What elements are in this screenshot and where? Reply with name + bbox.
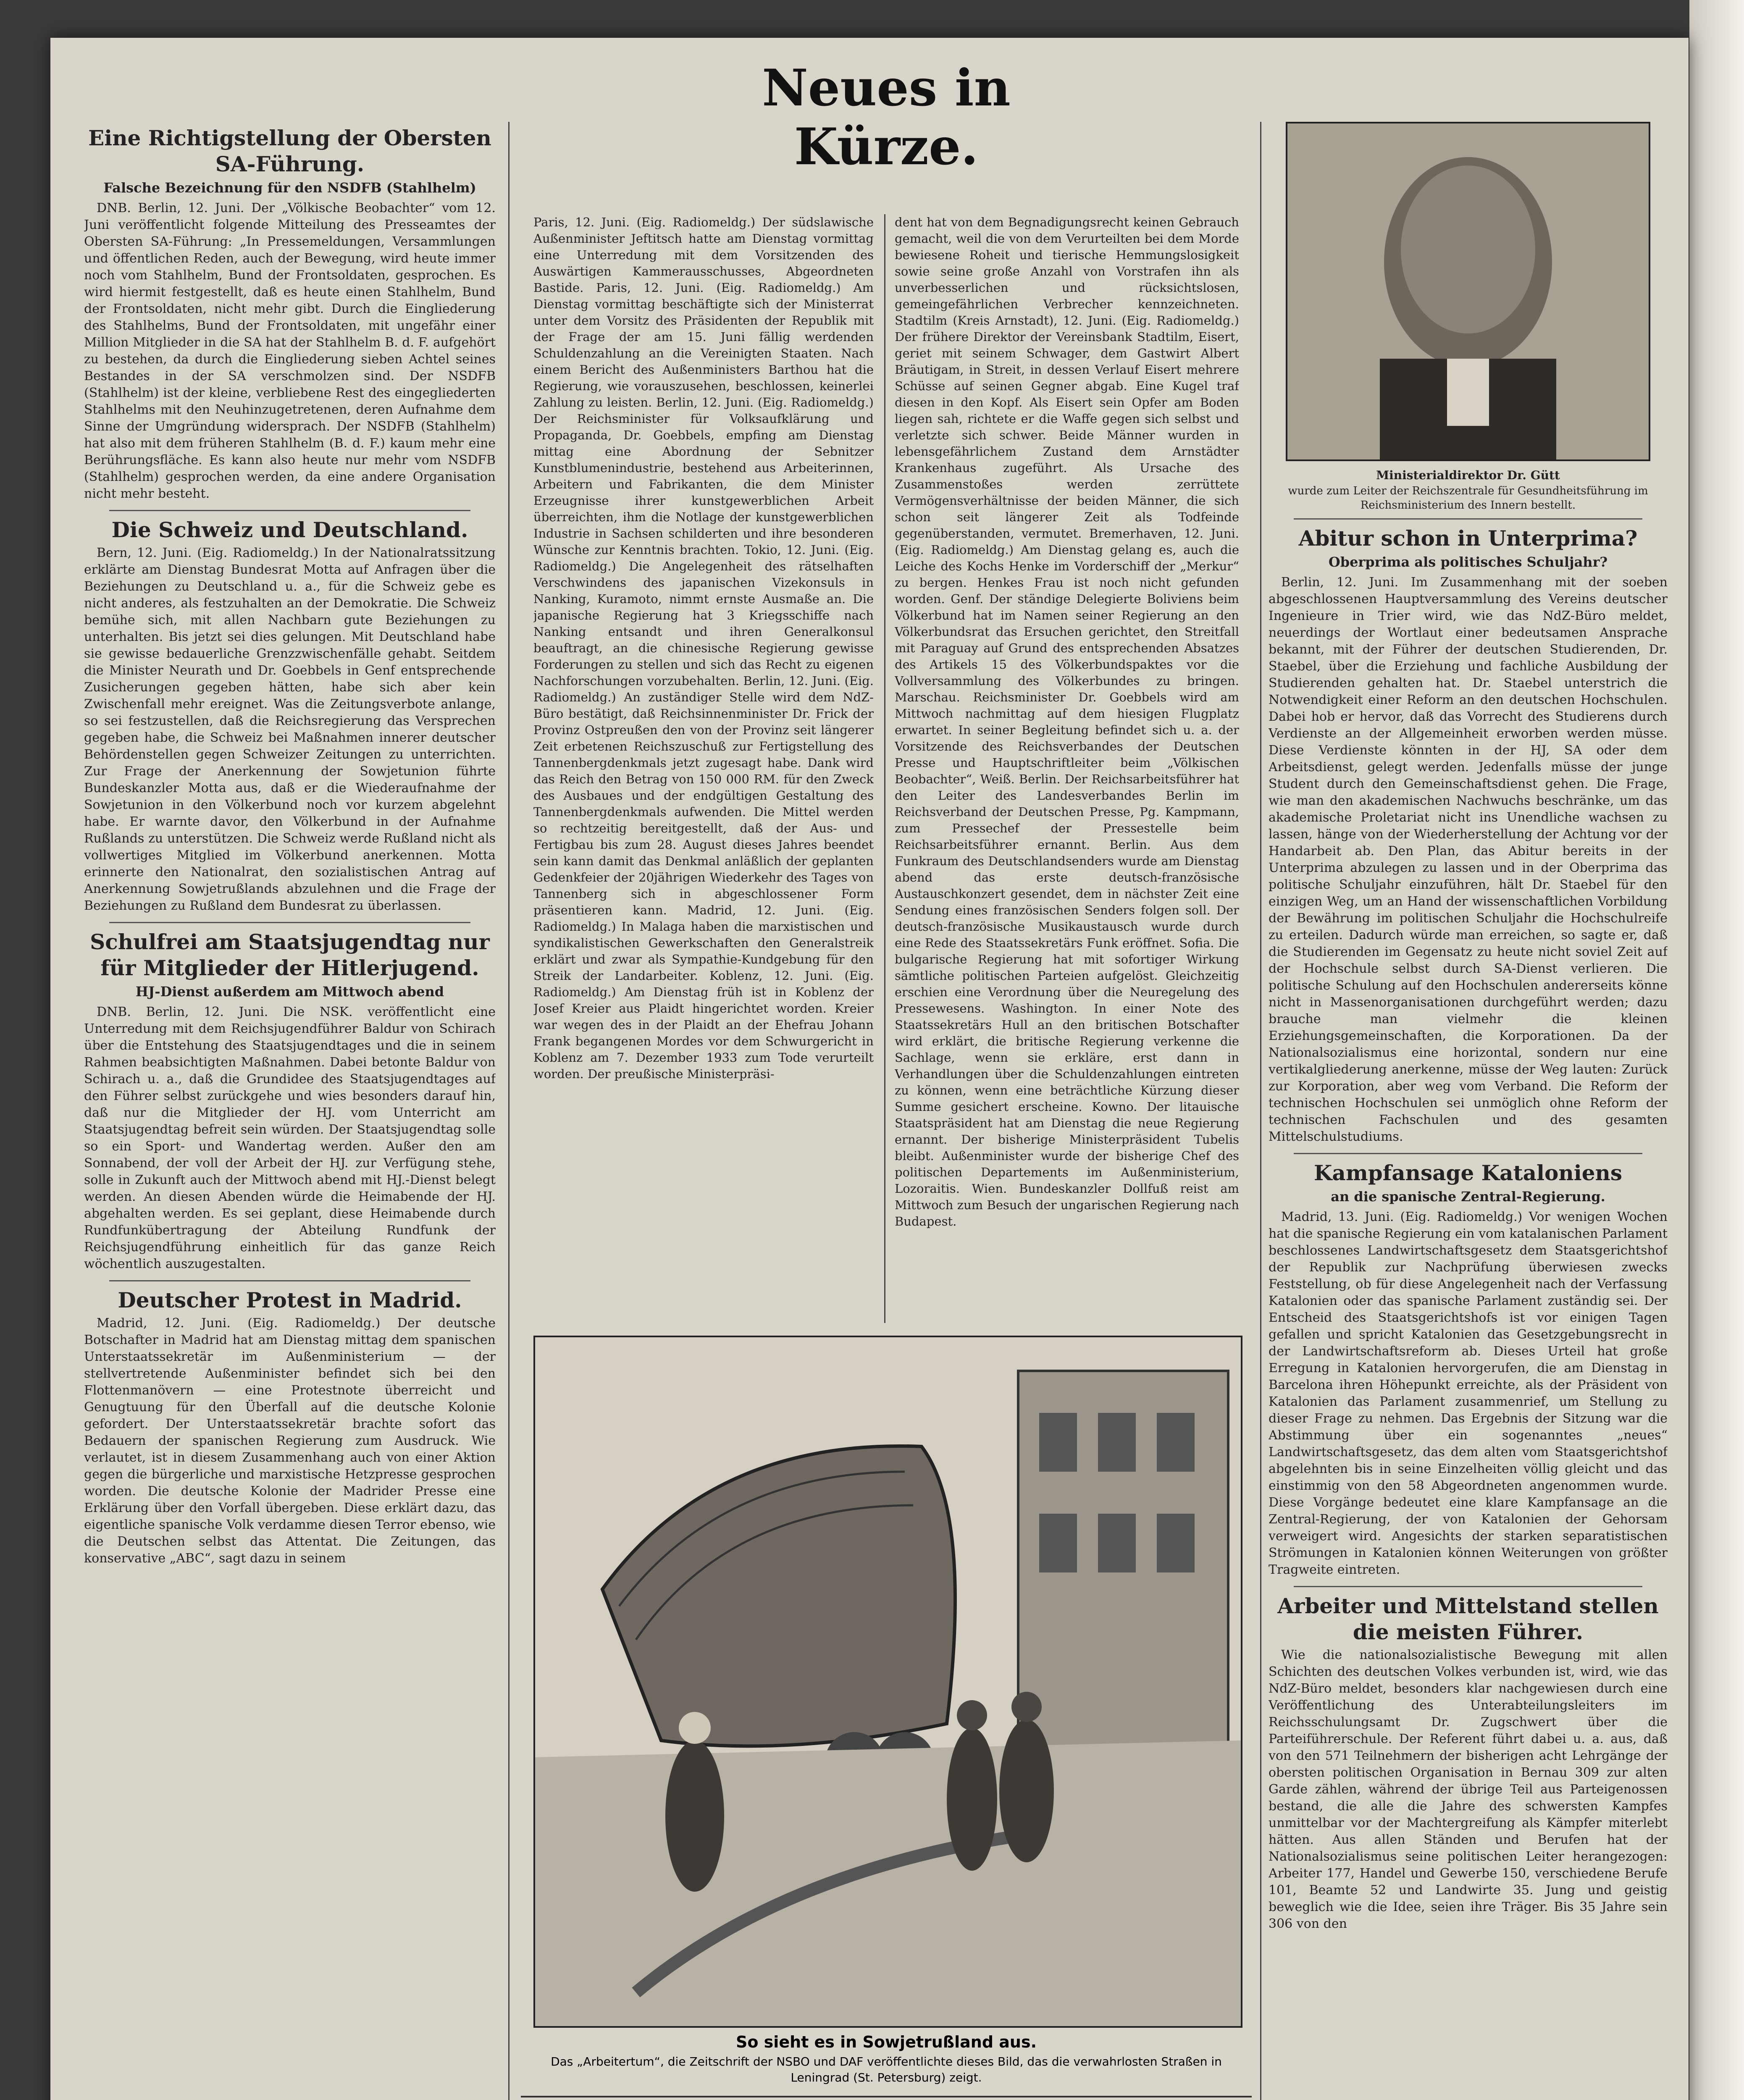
story-body: Bern, 12. Juni. (Eig. Radiomeldg.) In der Nationalratssitzung erklärte am Dienstag Bundesrat Motta auf Anfragen über die Beziehungen zu Deutschland u. a., für die Schweiz gebe es nicht anderes, als festzuhalten an der Demokratie. Die Schweiz bemühe sich, mit allen Nachbarn gute Beziehungen zu unterhalten. Bis jetzt sei dies gelungen. Mit Deutschland habe sie gewisse bedauerliche Grenzzwischenfälle gehabt. Seitdem die Minister Neurath und Dr. Goebbels in Genf entsprechende Zusicherungen gegeben hätten, habe sich aber kein Zwischenfall mehr ereignet. Was die Zeitungsverbote anlange, so sei festzustellen, daß die Reichsregierung das Versprechen gegeben habe, die Schweiz bei Maßnahmen innerer deutscher Behördenstellen gegen Schweizer Zeitungen zu unterrichten. Zur Frage der Anerkennung der Sowjetunion führte Bundeskanzler Motta aus, daß er die Wiederaufnahme der Sowjetunion in den Völkerbund noch vor kurzem abgelehnt habe. Er warnte davor, den Völkerbund in der Aufnahme Rußlands zu unterstützen. Die Schweiz werde Rußland nicht als vollwertiges Mitglied im Völkerbund anerkennen. Motta erinnerte den Nationalrat, den sozialistischen Antrag auf Anerkennung Sowjetrußlands abzulehnen und die Frage der Beziehungen zu Rußland dem Bundesrat zu überlassen. <box>84 546 496 913</box>
street-illustration <box>533 1336 1242 2028</box>
story-body: Madrid, 13. Juni. (Eig. Radiomeldg.) Vor wenigen Wochen hat die spanische Regierung ein vom katalanischen Parlament beschlossenes Landwirtschaftsgesetz dem Staatsgerichtshof der Republik zur Nachprüfung überwiesen zwecks Feststellung, ob für diese Angelegenheit nach der Verfassung Katalonien oder das spanische Parlament zuständig sei. Der Entscheid des Staatsgerichtshofs ist vor einigen Tagen gefallen und spricht Katalonien das Gesetzgebungsrecht in der Landwirtschaftsreform ab. Dieses Urteil hat große Erregung in Katalonien hervorgerufen, die am Dienstag in Barcelona ihren Höhepunkt erreichte, als der Präsident von Katalonien das Parlament zusammenrief, um Stellung zu dieser Frage zu nehmen. Das Ergebnis der Sitzung war die Abstimmung über ein sogenanntes „neues“ Landwirtschaftsgesetz, das dem alten vom Staatsgerichtshof abgelehnten bis in seine Einzelheiten völlig gleicht und das einstimmig von den 58 Abgeordneten angenommen wurde. Diese Vorgänge bedeutet eine klare Kampfansage an die Zentral-Regierung, der von Katalonien der Gehorsam verweigert wird. Angesichts der starken separatistischen Strömungen in Katalonien können Weiterungen von größter Tragweite eintreten. <box>1269 1210 1668 1577</box>
column-rule <box>508 122 510 2100</box>
portrait-drawing <box>1287 123 1649 459</box>
story-headline: Schulfrei am Staatsjugendtag nur für Mitglieder der Hitlerjugend. <box>90 929 490 980</box>
story-protest-madrid <box>84 1287 496 1567</box>
story-arbeiter <box>1269 1593 1668 1932</box>
story-body: Berlin, 12. Juni. Im Zusammenhang mit der soeben abgeschlossenen Hauptversammlung des Vereins deutscher Ingenieure in Trier wird, wie das NdZ-Büro meldet, neuerdings der Wortlaut einer bedeutsamen Ansprache bekannt, mit der Führer der deutschen Studierenden, Dr. Staebel, über die Erziehung und fachliche Ausbildung der Studierenden gehalten hat. Dr. Staebel unterstrich die Notwendigkeit einer Reform an den deutschen Hochschulen. Dabei hob er hervor, daß das Vorrecht des Studierens durch Verdienste an der Allgemeinheit erworben werden müsse. Diese Verdienste könnten in der HJ, SA oder dem Arbeitsdienst, gelegt werden. Jedenfalls müsse der junge Student durch den Gemeinschaftsdienst gehen. Die Frage, wie man den akademischen Nachwuchs beschränke, um das akademische Proletariat nicht ins Unendliche wachsen zu lassen, hänge von der Wiederherstellung der Achtung vor der Handarbeit ab. Den Plan, das Abitur bereits in der Unterprima abzulegen zu lassen und in der Oberprima das politische Schuljahr einzuführen, hält Dr. Staebel für den einzigen Weg, um an Hand der wissenschaftlichen Vorbildung der Bewährung im politischen Schuljahr die Hochschulreife zu erteilen. Dadurch würde man erreichen, so sagte er, daß die Studierenden im Gegensatz zu heute nicht soviel Zeit auf der Hochschule selbst durch SA-Dienst verlieren. Die politische Schulung auf den Hochschulen andererseits könne nicht in Massenorganisationen durchgeführt werden; dazu brauche man vielmehr die kleinen Erziehungsgemeinschaften, die Korporationen. Da der Nationalsozialismus eine horizontal, sondern nur eine vertikalgliederung anerkenne, müsse der Weg lauten: Zurück zur Korporation, aber weg vom Verband. Die Reform der technischen Hochschulen sei unmöglich ohne Reform der technischen Fachschulen und des gesamten Mittelschulstudiums. <box>1269 575 1668 1144</box>
column-right <box>1269 122 1668 2100</box>
section-banner: Neues in Kürze. <box>762 58 1011 176</box>
story-body: DNB. Berlin, 12. Juni. Der „Völkische Beobachter“ vom 12. Juni veröffentlicht folgende Mitteilung des Presseamtes der Obersten SA-Führung: „In Pressemeldungen, Versammlungen und öffentlichen Reden, auch der Bewegung, wird heute immer noch vom Stahlhelm, Bund der Frontsoldaten, gesprochen. Es wird hiermit festgestellt, daß es heute einen Stahlhelm, Bund der Frontsoldaten, nicht mehr gibt. Durch die Eingliederung des Stahlhelms, Bund der Frontsoldaten, mit ungefähr einer Million Mitglieder in die SA hat der Stahlhelm B. d. F. aufgehört zu bestehen, da durch die Eingliederung sieben Achtel seines Bestandes in der SA verschmolzen sind. Der NSDFB (Stahlhelm) ist der kleine, verbliebene Rest des eingegliederten Stahlhelms mit den Neuhinzugetretenen, deren Aufnahme dem Sinne der Umgründung widersprach. Der NSDFB (Stahlhelm) hat also mit dem früheren Stahlhelm (B. d. F.) kaum mehr eine Berührungsfläche. Es kann also heute nur mehr vom NSDFB (Stahlhelm) gesprochen werden, da eine andere Organisation nicht mehr besteht. <box>84 201 496 501</box>
newspaper-page <box>50 38 1689 2100</box>
photo-title: Ministerialdirektor Dr. Gütt <box>1376 468 1560 482</box>
illustration-title: So sieht es in Sowjetrußland aus. <box>735 2033 1037 2051</box>
photo-caption: wurde zum Leiter der Reichszentrale für Gesundheitsführung im Reichsministerium des Innern bestellt. <box>1288 485 1648 512</box>
story-katalonien <box>1269 1160 1668 1578</box>
divider <box>1294 518 1642 520</box>
kurz-left-column: Paris, 12. Juni. (Eig. Radiomeldg.) Der südslawische Außenminister Jeftitsch hatte am Dienstag vormittag eine Unterredung mit dem Vorsitzenden des Auswärtigen Kammerausschusses, Abgeordneten Bastide. Paris, 12. Juni. (Eig. Radiomeldg.) Am Dienstag vormittag beschäftigte sich der Ministerrat unter dem Vorsitz des Präsidenten der Republik mit der Frage der am 15. Juni fällig werdenden Schuldenzahlung an die Vereinigten Staaten. Nach einem Bericht des Außenministers Barthou hat die Regierung, wie vorauszusehen, beschlossen, keinerlei Zahlung zu leisten. Berlin, 12. Juni. (Eig. Radiomeldg.) Der Reichsminister für Volksaufklärung und Propaganda, Dr. Goebbels, empfing am Dienstag mittag eine Abordnung der Sebnitzer Kunstblumenindustrie, bestehend aus Arbeiterinnen, Arbeitern und Fabrikanten, die dem Minister Erzeugnisse ihrer kunstgewerblichen Arbeit überreichten, ihm die Notlage der kunstgewerblichen Industrie in Sachsen schilderten und ihre besonderen Wünsche zur Kenntnis brachten. Tokio, 12. Juni. (Eig. Radiomeldg.) Die Angelegenheit des rätselhaften Verschwindens des japanischen Vizekonsuls in Nanking, Kuramoto, nimmt ernste Ausmaße an. Die japanische Regierung hat 3 Kriegsschiffe nach Nanking entsandt und ihren Generalkonsul beauftragt, an die chinesische Regierung gewisse Forderungen zu stellen und sich das Recht zu eigenen Nachforschungen vorzubehalten. Berlin, 12. Juni. (Eig. Radiomeldg.) An zuständiger Stelle wird dem NdZ-Büro bestätigt, daß Reichsinnenminister Dr. Frick der Provinz Ostpreußen den von der Provinz seit längerer Zeit erbetenen Reichszuschuß zur Fertigstellung des Tannenbergdenkmals jetzt zugesagt habe. Dank wird das Reich den Betrag von 150 000 RM. für den Zweck des Ausbaues und der endgültigen Gestaltung des Tannenbergdenkmals aufwenden. Die Mittel werden so rechtzeitig bereitgestellt, daß der Aus- und Fertigbau bis zum 28. August dieses Jahres beendet sein kann damit das Denkmal anläßlich der geplanten Gedenkfeier der 20jährigen Wiederkehr des Tages von Tannenberg sich in abgeschlossener Form präsentieren kann. Madrid, 12. Juni. (Eig. Radiomeldg.) In Malaga haben die marxistischen und syndikalistischen Gewerkschaften den Generalstreik erklärt und zwar als Sympathie-Kundgebung für den Streik der Landarbeiter. Koblenz, 12. Juni. (Eig. Radiomeldg.) Am Dienstag früh ist in Koblenz der Josef Kreier aus Plaidt hingerichtet worden. Kreier war wegen des in der Plaidt an der Ehefrau Johann Frank begangenen Mordes vor dem Schwurgericht in Koblenz am 7. Dezember 1933 zum Tode verurteilt worden. Der preußische Ministerpräsi- <box>533 215 874 1081</box>
illustration-drawing <box>535 1337 1241 2026</box>
story-abitur <box>1269 525 1668 1145</box>
portrait-photo <box>1286 122 1650 461</box>
story-subhead: HJ-Dienst außerdem am Mittwoch abend <box>135 984 444 1000</box>
story-subhead: Oberprima als politisches Schuljahr? <box>1328 554 1608 570</box>
divider <box>521 2096 1252 2097</box>
column-left <box>84 122 496 2100</box>
story-headline: Abitur schon in Unterprima? <box>1298 526 1638 551</box>
story-headline: Deutscher Protest in Madrid. <box>118 1288 462 1312</box>
column-middle <box>521 58 1252 2100</box>
divider <box>109 922 470 923</box>
story-body: Madrid, 12. Juni. (Eig. Radiomeldg.) Der deutsche Botschafter in Madrid hat am Dienstag mittag dem spanischen Unterstaatssekretär im Außenministerium — der stellvertretende Außenminister befindet sich bei den Flottenmanövern — eine Protestnote überreicht und Genugtuung für den Überfall auf die deutsche Kolonie gefordert. Der Unterstaatssekretär brachte sofort das Bedauern der spanischen Regierung zum Ausdruck. Wie verlautet, ist in diesem Zusammenhang auch von einer Aktion gegen die bürgerliche und marxistische Hetzpresse gesprochen worden. Die deutsche Kolonie der Madrider Presse eine Erklärung über den Vorfall übergeben. Diese erklärt dazu, das eigentliche spanische Volk verdamme diesen Terror ebenso, wie die Deutschen selbst das Attentat. Die Zeitungen, das konservative „ABC“, sagt dazu in seinem <box>84 1316 496 1566</box>
story-headline: Eine Richtigstellung der Obersten SA-Führung. <box>88 126 491 176</box>
page-edge <box>1689 0 1744 2100</box>
story-body: DNB. Berlin, 12. Juni. Die NSK. veröffentlicht eine Unterredung mit dem Reichsjugendführer Baldur von Schirach über die Entstehung des Staatsjugendtages und die in seinem Rahmen beabsichtigten Maßnahmen. Dabei betonte Baldur von Schirach u. a., daß die Grundidee des Staatsjugendtages auf den Führer selbst zurückgehe und wies besonders darauf hin, daß nur die Mitglieder der HJ. vom Unterricht am Staatsjugendtag befreit sein würden. Der Staatsjugendtag solle so ein Sport- und Wandertag werden. Außer den am Sonnabend, der voll der Arbeit der HJ. zur Verfügung stehe, solle in Zukunft auch der Mittwoch abend mit HJ.-Dienst belegt werden. An diesen Abenden würde die Heimabende der HJ. abgehalten werden. Es sei geplant, diese Heimabende durch Rundfunkübertragung der Abteilung Rundfunk der Reichsjugendführung einheitlich für das ganze Reich wöchentlich auszugestalten. <box>84 1005 496 1271</box>
column-rule <box>1260 122 1261 2100</box>
story-headline: Die Schweiz und Deutschland. <box>111 517 468 542</box>
story-headline: Kampfansage Kataloniens <box>1313 1160 1623 1185</box>
story-schweiz <box>84 517 496 914</box>
divider <box>109 510 470 511</box>
illustration-caption: Das „Arbeitertum“, die Zeitschrift der NSBO und DAF veröffentlichte dieses Bild, das die verwahrlosten Straßen in Leningrad (St. Petersburg) zeigt. <box>551 2055 1222 2084</box>
story-subhead: an die spanische Zentral-Regierung. <box>1331 1189 1605 1205</box>
story-richtigstellung <box>84 125 496 502</box>
kurz-right-column: dent hat von dem Begnadigungsrecht keinen Gebrauch gemacht, weil die von dem Verurteilten bei dem Morde bewiesene Roheit und tierische Hemmungslosigkeit sowie seine große Anzahl von Vorstrafen ihn als unverbesserlichen und rücksichtslosen, gemeingefährlichen Verbrecher kennzeichneten. Stadtilm (Kreis Arnstadt), 12. Juni. (Eig. Radiomeldg.) Der frühere Direktor der Vereinsbank Stadtilm, Eisert, geriet mit seinem Schwager, dem Gastwirt Albert Bräutigam, in Streit, in dessen Verlauf Eisert mehrere Schüsse auf seinen Gegner abgab. Eine Kugel traf diesen in den Kopf. Als Eisert sein Opfer am Boden liegen sah, richtete er die Waffe gegen sich selbst und verletzte sich schwer. Beide Männer wurden in lebensgefährlichem Zustand dem Arnstädter Krankenhaus zugeführt. Als Ursache des Zusammenstoßes werden zerrüttete Vermögensverhältnisse der beiden Männer, die sich schon seit längerer Zeit als Todfeinde gegenüberstanden, vermutet. Bremerhaven, 12. Juni. (Eig. Radiomeldg.) Am Dienstag gelang es, auch die Leiche des Kochs Henke im Vorderschiff der „Merkur“ zu bergen. Henkes Frau ist noch nicht gefunden worden. Genf. Der ständige Delegierte Boliviens beim Völkerbund hat im Namen seiner Regierung an den Völkerbundsrat das Ersuchen gerichtet, den Streitfall mit Paraguay auf Grund des entsprechenden Absatzes des Artikels 15 des Völkerbundspaktes vor die Vollversammlung des Völkerbundes zu bringen. Marschau. Reichsminister Dr. Goebbels wird am Mittwoch nachmittag auf dem hiesigen Flugplatz erwartet. In seiner Begleitung befindet sich u. a. der Vorsitzende des Reichsverbandes der Deutschen Presse und Hauptschriftleiter beim „Völkischen Beobachter“, Weiß. Berlin. Der Reichsarbeitsführer hat den Leiter des Landesverbandes Berlin im Reichsverband der Deutschen Presse, Pg. Kampmann, zum Pressechef der Pressestelle beim Reichsarbeitsführer ernannt. Berlin. Aus dem Funkraum des Deutschlandsenders wurde am Dienstag abend das erste deutsch-französische Austauschkonzert gesendet, dem in nächster Zeit eine Sendung eines französischen Senders folgen soll. Der deutsch-französische Musikaustausch wurde durch eine Rede des Staatssekretärs Funk eröffnet. Sofia. Die bulgarische Regierung hat mit sofortiger Wirkung sämtliche politischen Parteien aufgelöst. Gleichzeitig erschien eine Verordnung über die Neuregelung des Pressewesens. Washington. In einer Note des Staatssekretärs Hull an den britischen Botschafter wird erklärt, die britische Regierung verkenne die Sachlage, wenn sie erkläre, erst dann in Verhandlungen über die Schuldenzahlungen eintreten zu können, wenn eine beträchtliche Kürzung dieser Summe gesichert erscheine. Kowno. Der litauische Staatspräsident hat am Dienstag die neue Regierung ernannt. Der bisherige Ministerpräsident Tubelis bleibt. Außenminister wurde der bisherige Chef des politischen Departements im Außenministerium, Lozoraitis. Wien. Bundeskanzler Dollfuß reist am Mittwoch zum Besuch der ungarischen Regierung nach Budapest. <box>895 215 1239 1228</box>
divider <box>1294 1153 1642 1154</box>
story-subhead: Falsche Bezeichnung für den NSDFB (Stahlhelm) <box>103 180 476 196</box>
divider <box>109 1280 470 1281</box>
story-schulfrei <box>84 929 496 1273</box>
divider <box>1294 1586 1642 1587</box>
column-rule <box>884 214 885 1323</box>
story-headline: Arbeiter und Mittelstand stellen die meisten Führer. <box>1277 1593 1659 1644</box>
story-body: Wie die nationalsozialistische Bewegung mit allen Schichten des deutschen Volkes verbunden ist, wird, wie das NdZ-Büro meldet, besonders klar nachgewiesen durch eine Veröffentlichung des Unterabteilungsleiters im Reichsschulungsamt Dr. Zugschwert über die Parteiführerschule. Der Referent führt dabei u. a. aus, daß von den 571 Teilnehmern der bisherigen acht Lehrgänge der obersten politischen Organisation in Bernau 309 zur alten Garde zählen, während der übrige Teil aus Parteigenossen bestand, die alle die Jahre des schwersten Kampfes unmittelbar vor der Machtergreifung als Kämpfer miterlebt hätten. Aus allen Ständen und Berufen hat der Nationalsozialismus seine politischen Leiter herangezogen: Arbeiter 177, Handel und Gewerbe 150, verschiedene Berufe 101, Beamte 52 und Landwirte 35. Jung und geistig beweglich wie die Idee, seien ihre Träger. Bis 35 Jahre sein 306 von den <box>1269 1648 1668 1931</box>
